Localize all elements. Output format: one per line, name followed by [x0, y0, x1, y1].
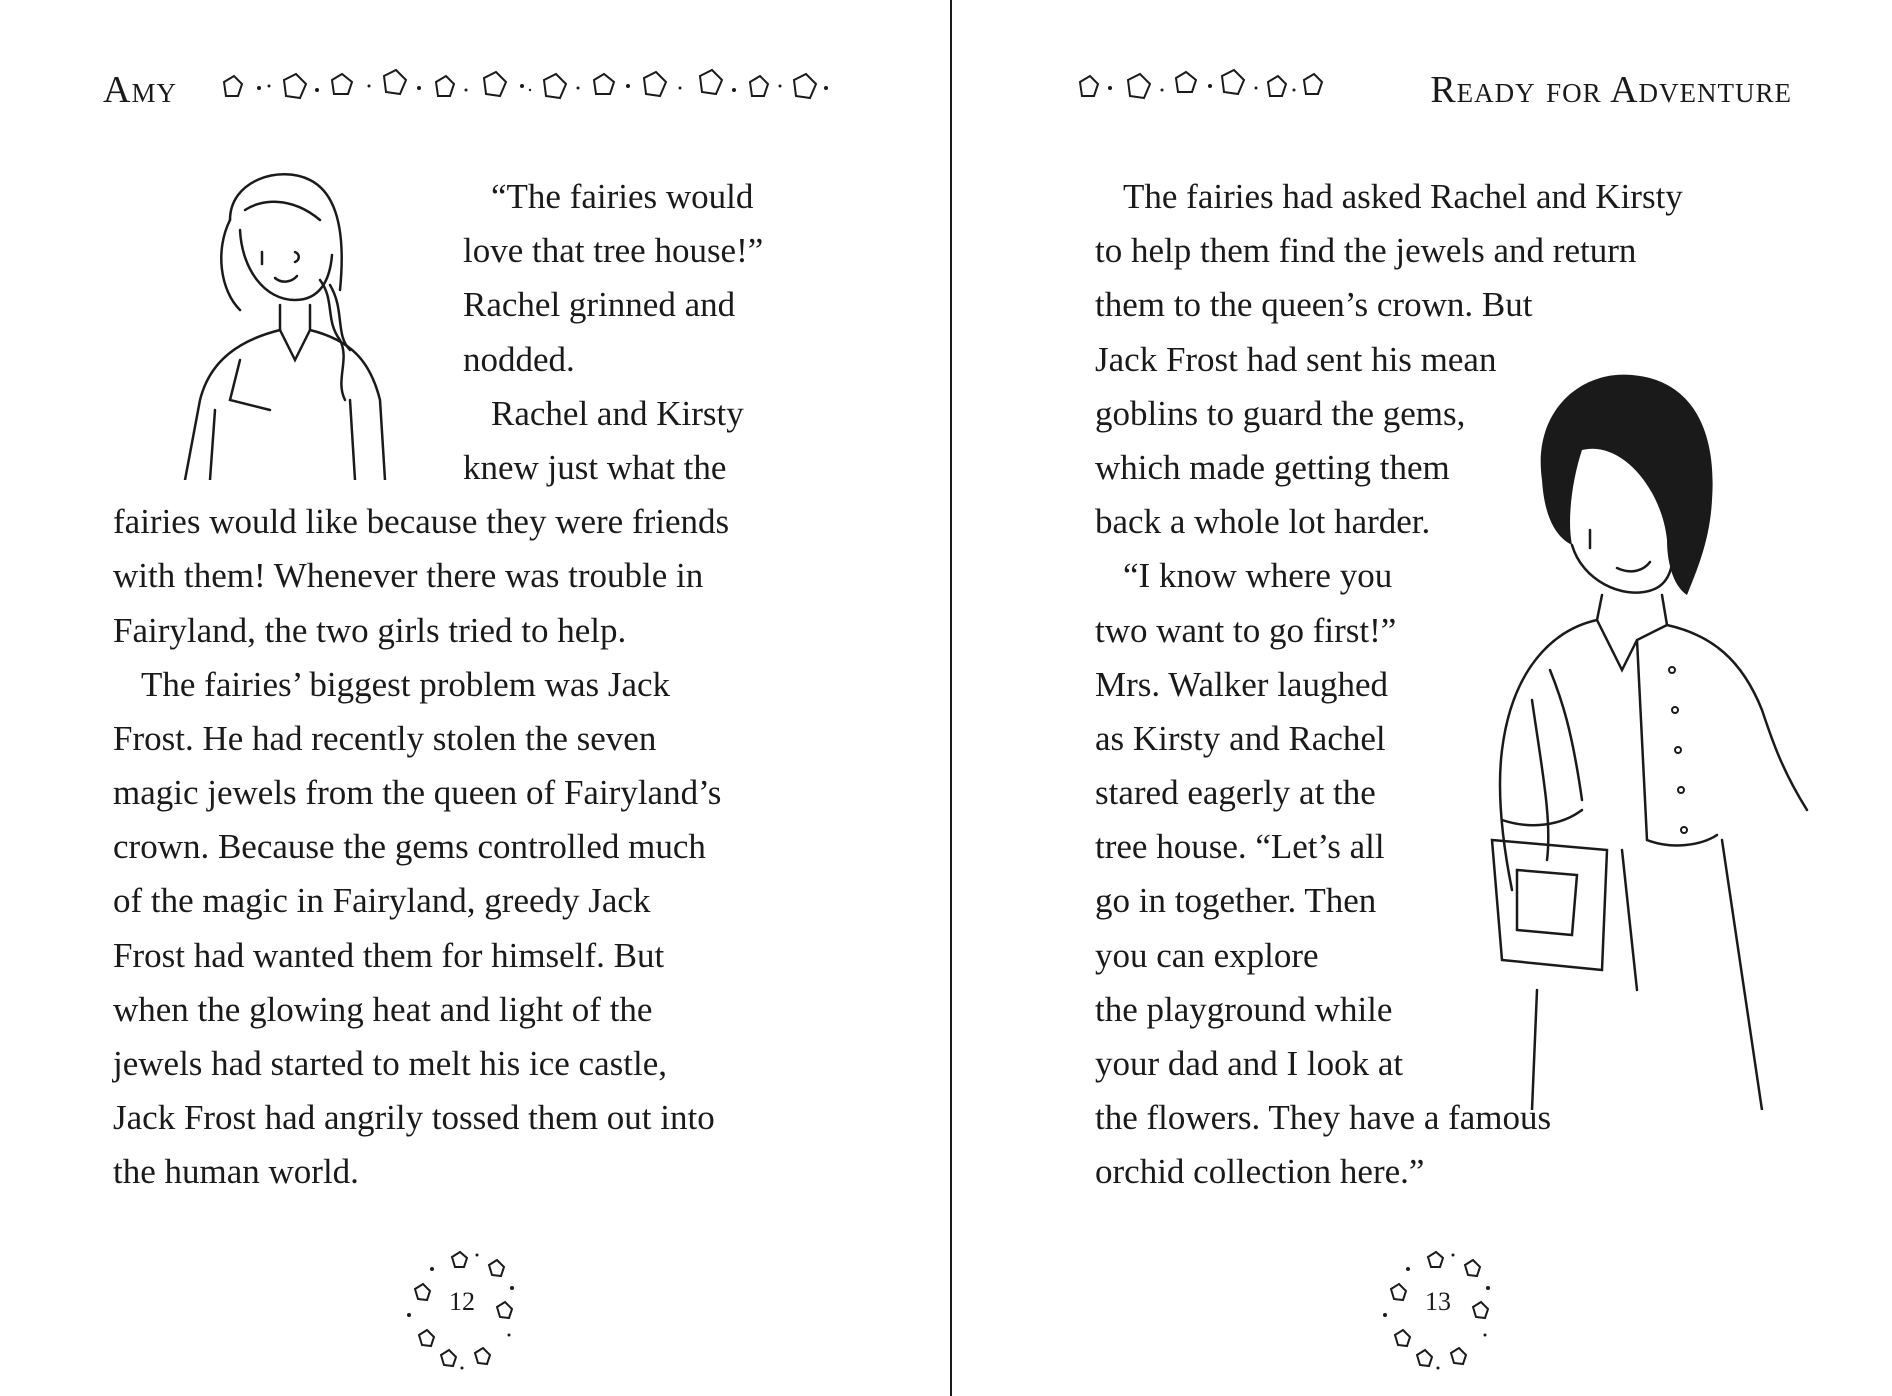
text-line: goblins to guard the gems,: [1095, 393, 1466, 433]
running-head-left: Amy: [103, 69, 177, 111]
text-line: orchid collection here.”: [1095, 1152, 1425, 1192]
text-line: The fairies’ biggest problem was Jack: [141, 664, 671, 704]
text-line: which made getting them: [1095, 447, 1450, 487]
page-number-right: [1373, 1243, 1503, 1373]
text-line: when the glowing heat and light of the: [113, 989, 653, 1029]
text-line: “The fairies would: [491, 177, 754, 216]
running-head-right: Ready for Adventure: [1430, 69, 1792, 111]
text-line: go in together. Then: [1095, 881, 1377, 921]
text-line: jewels had started to melt his ice castle,: [113, 1044, 667, 1083]
text-line: Fairyland, the two girls tried to help.: [113, 610, 627, 650]
text-line: Rachel grinned and: [463, 285, 736, 325]
text-line: Rachel and Kirsty: [491, 393, 744, 433]
page-number-text: 12: [449, 1287, 475, 1316]
left-page-text: [113, 170, 763, 1200]
text-line: you can explore: [1095, 935, 1319, 975]
text-line: nodded.: [463, 339, 575, 379]
text-line: back a whole lot harder.: [1095, 502, 1431, 542]
text-line: the human world.: [113, 1152, 359, 1192]
text-line: crown. Because the gems controlled much: [113, 827, 706, 867]
text-line: the flowers. They have a famous: [1095, 1098, 1552, 1138]
text-line: The fairies had asked Rachel and Kirsty: [1123, 177, 1683, 216]
text-line: knew just what the: [463, 447, 727, 487]
text-line: stared eagerly at the: [1095, 773, 1376, 813]
text-line: to help them find the jewels and return: [1095, 231, 1637, 271]
gem-ornament-strip-icon: [214, 66, 834, 110]
text-line: as Kirsty and Rachel: [1095, 718, 1386, 758]
text-line: “I know where you: [1123, 556, 1393, 596]
text-line: magic jewels from the queen of Fairyland’s: [113, 773, 722, 813]
text-line: fairies would like because they were friends: [113, 502, 730, 542]
text-line: Jack Frost had angrily tossed them out into: [113, 1098, 715, 1138]
text-line: tree house. “Let’s all: [1095, 827, 1385, 867]
text-line: two want to go first!”: [1095, 610, 1397, 650]
page-number-text: 13: [1425, 1287, 1451, 1316]
page-number-left: [397, 1243, 527, 1373]
text-line: your dad and I look at: [1095, 1044, 1404, 1083]
text-line: love that tree house!”: [463, 231, 764, 271]
gem-ornament-strip-icon: [1072, 66, 1327, 110]
text-line: of the magic in Fairyland, greedy Jack: [113, 881, 651, 921]
text-line: them to the queen’s crown. But: [1095, 285, 1533, 325]
text-line: with them! Whenever there was trouble in: [113, 556, 704, 596]
right-page: [952, 0, 1892, 1396]
text-line: the playground while: [1095, 989, 1393, 1029]
text-line: Frost had wanted them for himself. But: [113, 935, 665, 975]
right-page-text: [1095, 170, 1683, 1200]
text-line: Mrs. Walker laughed: [1095, 664, 1388, 704]
text-line: Jack Frost had sent his mean: [1095, 339, 1497, 379]
text-line: Frost. He had recently stolen the seven: [113, 718, 657, 758]
